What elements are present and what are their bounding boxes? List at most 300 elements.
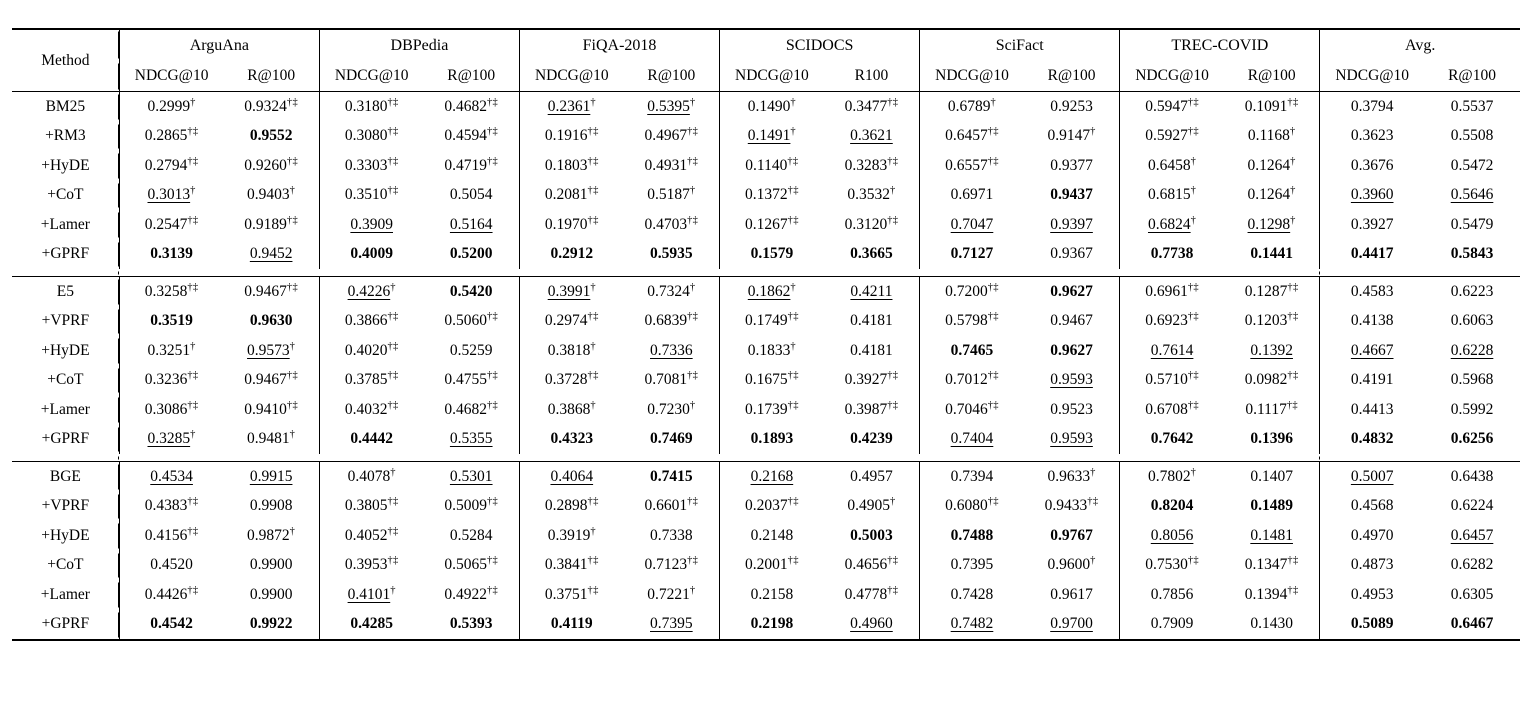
significance-marker: †‡ (387, 185, 399, 197)
row-label-hyde: +HyDE (41, 156, 90, 174)
significance-marker: † (1190, 466, 1197, 478)
metric-cell: 0.3927†‡ (844, 370, 899, 389)
significance-marker: † (190, 185, 196, 197)
metric-cell: 0.7324† (624, 277, 720, 307)
metric-cell: 0.5508 (1450, 127, 1494, 145)
row-label-lamer: +Lamer (40, 400, 90, 418)
metric-cell: 0.1862† (720, 277, 824, 307)
metric-cell: 0.9627 (1050, 341, 1093, 359)
significance-marker: †‡ (687, 214, 699, 226)
row-label-cot: +CoT (47, 556, 84, 574)
significance-marker: † (190, 96, 196, 108)
metric-cell: 0.3519 (119, 307, 223, 337)
significance-marker: †‡ (587, 155, 599, 167)
row-label-lamer: +Lamer (40, 215, 90, 233)
metric-cell: 0.5395† (624, 92, 720, 122)
metric-cell: 0.5284 (449, 526, 493, 544)
row-label-hyde: +HyDE (41, 341, 90, 359)
metric-cell: 0.7856 (1120, 580, 1224, 610)
metric-cell: 0.9900 (249, 556, 293, 574)
metric-cell: 0.1491† (720, 122, 824, 152)
significance-marker: † (790, 96, 796, 108)
metric-cell: 0.4542 (119, 610, 223, 641)
metric-cell: 0.9410†‡ (244, 399, 299, 418)
metric-cell: 0.4064 (519, 462, 623, 492)
metric-cell: 0.6063 (1450, 312, 1494, 330)
significance-marker: †‡ (286, 214, 299, 226)
metric-cell: 0.9467†‡ (223, 277, 319, 307)
row-label-cot: +CoT (47, 371, 84, 389)
significance-marker: † (1290, 185, 1296, 197)
column-group-avg: Avg. (1320, 29, 1520, 61)
metric-cell: 0.2912 (519, 240, 623, 270)
metric-cell: 0.1407 (1224, 462, 1320, 492)
significance-marker: †‡ (887, 96, 899, 108)
metric-cell: 0.4052†‡ (319, 521, 423, 551)
significance-marker: †‡ (787, 370, 799, 382)
metric-cell: 0.3794 (1320, 92, 1424, 122)
metric-cell: 0.4413 (1320, 395, 1424, 425)
metric-cell: 0.5935 (650, 245, 693, 263)
benchmark-results-table (12, 28, 1520, 641)
metric-cell: 0.4922†‡ (444, 584, 499, 603)
metric-cell: 0.3909 (319, 210, 423, 240)
metric-cell: 0.8204 (1120, 492, 1224, 522)
metric-cell: 0.7200†‡ (920, 277, 1024, 307)
table-row (12, 492, 1520, 522)
column-group-arguana: ArguAna (119, 29, 319, 61)
metric-scidocs-recall: R100 (854, 67, 889, 84)
metric-cell: 0.1140†‡ (720, 151, 824, 181)
metric-cell: 0.4534 (119, 462, 223, 492)
metric-cell: 0.2999† (119, 92, 223, 122)
significance-marker: †‡ (887, 214, 899, 226)
metric-cell: 0.4426†‡ (119, 580, 223, 610)
significance-marker: †‡ (387, 370, 399, 382)
significance-marker: †‡ (987, 126, 999, 138)
table-body (12, 92, 1520, 641)
metric-cell: 0.7336 (650, 341, 693, 359)
significance-marker: †‡ (1187, 96, 1199, 108)
metric-cell: 0.5187† (647, 185, 696, 204)
metric-cell: 0.7415 (624, 462, 720, 492)
metric-cell: 0.1579 (720, 240, 824, 270)
significance-marker: †‡ (687, 126, 699, 138)
metric-cell: 0.5479 (1450, 215, 1494, 233)
table-row (12, 580, 1520, 610)
metric-cell: 0.7127 (920, 240, 1024, 270)
metric-cell: 0.9915 (223, 462, 319, 492)
metric-cell: 0.4101† (319, 580, 423, 610)
metric-cell: 0.2794†‡ (119, 151, 223, 181)
significance-marker: † (390, 584, 396, 596)
metric-cell: 0.5355 (449, 430, 493, 448)
metric-cell: 0.3086†‡ (119, 395, 223, 425)
metric-cell: 0.1803†‡ (519, 151, 623, 181)
significance-marker: † (889, 496, 896, 508)
metric-cell: 0.4383†‡ (119, 492, 223, 522)
significance-marker: †‡ (286, 155, 299, 167)
metric-cell: 0.6224 (1450, 497, 1494, 515)
metric-cell: 0.9253 (1024, 92, 1120, 122)
table-row (12, 307, 1520, 337)
metric-cell: 0.1430 (1224, 610, 1320, 641)
significance-marker: †‡ (987, 311, 999, 323)
metric-cell: 0.4442 (319, 425, 423, 455)
metric-cell: 0.9593 (1050, 430, 1093, 448)
metric-cell: 0.3728†‡ (519, 366, 623, 396)
metric-cell: 0.1264† (1247, 155, 1296, 174)
metric-cell: 0.7047 (920, 210, 1024, 240)
metric-cell: 0.3676 (1320, 151, 1424, 181)
significance-marker: †‡ (1287, 584, 1299, 596)
significance-marker: † (1290, 155, 1296, 167)
significance-marker: †‡ (487, 126, 499, 138)
metric-cell: 0.2898†‡ (519, 492, 623, 522)
metric-cell: 0.3303†‡ (319, 151, 423, 181)
metric-cell: 0.5007 (1320, 462, 1424, 492)
significance-marker: †‡ (587, 214, 599, 226)
metric-cell: 0.9433†‡ (1044, 496, 1099, 515)
metric-cell: 0.4156†‡ (119, 521, 223, 551)
metric-cell: 0.9403† (247, 185, 296, 204)
metric-cell: 0.9872† (247, 525, 296, 544)
significance-marker: †‡ (1187, 311, 1199, 323)
table-row (12, 462, 1520, 492)
metric-cell: 0.7221† (647, 584, 696, 603)
significance-marker: †‡ (787, 214, 799, 226)
row-label-gprf: +GPRF (12, 610, 119, 641)
metric-cell: 0.9593 (1050, 371, 1093, 389)
metric-cell: 0.0982†‡ (1244, 370, 1299, 389)
significance-marker: †‡ (1287, 555, 1299, 567)
metric-cell: 0.3120†‡ (844, 214, 899, 233)
significance-marker: †‡ (187, 584, 199, 596)
metric-cell: 0.5843 (1450, 245, 1494, 263)
metric-cell: 0.4960 (824, 610, 920, 641)
metric-cell: 0.4719†‡ (444, 155, 499, 174)
metric-cell: 0.4953 (1320, 580, 1424, 610)
metric-cell: 0.6824† (1120, 210, 1224, 240)
metric-cell: 0.1749†‡ (720, 307, 824, 337)
metric-cell: 0.1490† (720, 92, 824, 122)
significance-marker: † (289, 429, 296, 441)
metric-cell: 0.4239 (850, 430, 893, 448)
metric-cell: 0.7802† (1120, 462, 1224, 492)
significance-marker: †‡ (387, 340, 399, 352)
metric-cell: 0.6789† (920, 92, 1024, 122)
significance-marker: †‡ (187, 525, 199, 537)
significance-marker: † (190, 340, 196, 352)
metric-cell: 0.9437 (1050, 186, 1093, 204)
table-row (12, 210, 1520, 240)
metric-cell: 0.9189†‡ (244, 214, 299, 233)
metric-cell: 0.9922 (223, 610, 319, 641)
table-row (12, 277, 1520, 307)
metric-cell: 0.4594†‡ (444, 126, 499, 145)
metric-cell: 0.7488 (920, 521, 1024, 551)
significance-marker: †‡ (187, 370, 199, 382)
metric-cell: 0.4970 (1320, 521, 1424, 551)
metric-cell: 0.1970†‡ (519, 210, 623, 240)
metric-cell: 0.3868† (519, 395, 623, 425)
metric-cell: 0.9452 (249, 245, 293, 263)
significance-marker: †‡ (887, 399, 899, 411)
metric-dbpedia-recall: R@100 (447, 67, 496, 84)
metric-cell: 0.4211 (824, 277, 920, 307)
metric-cell: 0.9627 (1024, 277, 1120, 307)
significance-marker: †‡ (1287, 281, 1299, 293)
metric-cell: 0.6708†‡ (1120, 395, 1224, 425)
metric-cell: 0.2974†‡ (519, 307, 623, 337)
metric-cell: 0.1392 (1250, 341, 1293, 359)
metric-cell: 0.1675†‡ (720, 366, 824, 396)
significance-marker: †‡ (387, 96, 399, 108)
metric-cell: 0.9600† (1047, 555, 1096, 574)
metric-cell: 0.3623 (1320, 122, 1424, 152)
metric-cell: 0.5393 (424, 610, 520, 641)
significance-marker: †‡ (587, 311, 599, 323)
metric-fiqa-ndcg: NDCG@10 (519, 61, 623, 92)
significance-marker: † (1190, 214, 1197, 226)
significance-marker: † (390, 466, 396, 478)
metric-cell: 0.2168 (720, 462, 824, 492)
significance-marker: †‡ (487, 555, 499, 567)
metric-cell: 0.6923†‡ (1120, 307, 1224, 337)
metric-cell: 0.6467 (1424, 610, 1520, 641)
metric-cell: 0.4226† (319, 277, 423, 307)
metric-cell: 0.5968 (1450, 371, 1494, 389)
metric-cell: 0.1347†‡ (1244, 555, 1299, 574)
significance-marker: † (990, 96, 997, 108)
metric-cell: 0.3805†‡ (319, 492, 423, 522)
metric-cell: 0.1441 (1250, 245, 1293, 263)
significance-marker: †‡ (587, 584, 599, 596)
metric-cell: 0.7465 (920, 336, 1024, 366)
metric-cell: 0.1168† (1247, 126, 1296, 145)
significance-marker: † (790, 340, 796, 352)
significance-marker: †‡ (286, 96, 299, 108)
significance-marker: † (289, 340, 296, 352)
metric-cell: 0.3283†‡ (844, 155, 899, 174)
metric-cell: 0.3953†‡ (319, 551, 423, 581)
metric-scifact-recall: R@100 (1047, 67, 1096, 84)
metric-cell: 0.5089 (1320, 610, 1424, 641)
table-row (12, 610, 1520, 641)
metric-cell: 0.4905† (847, 496, 896, 515)
metric-cell: 0.4682†‡ (424, 92, 520, 122)
significance-marker: † (689, 185, 696, 197)
table-row (12, 395, 1520, 425)
significance-marker: †‡ (1287, 96, 1299, 108)
metric-avg-recall: R@100 (1448, 67, 1496, 84)
column-group-scidocs: SCIDOCS (720, 29, 920, 61)
significance-marker: †‡ (1187, 555, 1199, 567)
metric-cell: 0.4967†‡ (644, 126, 699, 145)
significance-marker: † (289, 525, 296, 537)
metric-cell: 0.3258†‡ (119, 277, 223, 307)
significance-marker: † (689, 584, 696, 596)
row-label-lamer: +Lamer (40, 585, 90, 603)
metric-cell: 0.6228 (1450, 341, 1494, 359)
table-row (12, 92, 1520, 122)
metric-cell: 0.4323 (519, 425, 623, 455)
significance-marker: † (1090, 126, 1096, 138)
metric-fiqa-recall: R@100 (647, 67, 696, 84)
metric-cell: 0.6080†‡ (920, 492, 1024, 522)
metric-cell: 0.9552 (249, 127, 293, 145)
metric-cell: 0.4957 (824, 462, 920, 492)
metric-cell: 0.4417 (1320, 240, 1424, 270)
metric-scidocs-ndcg: NDCG@10 (720, 61, 824, 92)
row-label-cot: +CoT (47, 186, 84, 204)
metric-cell: 0.5710†‡ (1120, 366, 1224, 396)
table-row (12, 521, 1520, 551)
metric-cell: 0.5054 (449, 186, 493, 204)
metric-cell: 0.4191 (1320, 366, 1424, 396)
significance-marker: †‡ (1187, 399, 1199, 411)
metric-cell: 0.4181 (850, 341, 893, 359)
significance-marker: †‡ (187, 214, 199, 226)
significance-marker: †‡ (687, 555, 699, 567)
row-label-vprf: +VPRF (41, 497, 90, 515)
significance-marker: †‡ (887, 555, 899, 567)
significance-marker: †‡ (987, 281, 999, 293)
metric-cell: 0.9467 (1050, 312, 1093, 330)
significance-marker: † (390, 281, 396, 293)
metric-cell: 0.4931†‡ (644, 155, 699, 174)
metric-cell: 0.3236†‡ (119, 366, 223, 396)
metric-cell: 0.4656†‡ (844, 555, 899, 574)
metric-cell: 0.3919† (519, 521, 623, 551)
significance-marker: † (590, 525, 596, 537)
significance-marker: †‡ (487, 155, 499, 167)
significance-marker: †‡ (687, 370, 699, 382)
metric-cell: 0.6256 (1450, 430, 1494, 448)
metric-cell: 0.7738 (1120, 240, 1224, 270)
significance-marker: †‡ (387, 555, 399, 567)
row-label-gprf: +GPRF (41, 245, 90, 263)
metric-cell: 0.4583 (1320, 277, 1424, 307)
metric-cell: 0.7395 (624, 610, 720, 641)
significance-marker: †‡ (1187, 281, 1199, 293)
metric-cell: 0.3818† (519, 336, 623, 366)
metric-cell: 0.2037†‡ (720, 492, 824, 522)
significance-marker: † (689, 281, 696, 293)
metric-cell: 0.3665 (850, 245, 893, 263)
metric-cell: 0.9367 (1050, 245, 1093, 263)
metric-arguana-ndcg: NDCG@10 (119, 61, 223, 92)
metric-cell: 0.5009†‡ (444, 496, 499, 515)
significance-marker: †‡ (487, 584, 499, 596)
metric-cell: 0.4032†‡ (319, 395, 423, 425)
significance-marker: † (1190, 185, 1197, 197)
metric-cell: 0.7530†‡ (1120, 551, 1224, 581)
significance-marker: †‡ (1287, 311, 1299, 323)
metric-cell: 0.2148 (720, 521, 824, 551)
metric-cell: 0.5947†‡ (1120, 92, 1224, 122)
metric-cell: 0.3621 (850, 127, 893, 145)
significance-marker: †‡ (787, 496, 799, 508)
metric-cell: 0.2081†‡ (519, 181, 623, 211)
metric-cell: 0.3987†‡ (844, 399, 899, 418)
metric-cell: 0.3991† (519, 277, 623, 307)
metric-cell: 0.2547†‡ (119, 210, 223, 240)
significance-marker: †‡ (487, 496, 499, 508)
metric-cell: 0.7338 (650, 526, 693, 544)
metric-cell: 0.3477†‡ (824, 92, 920, 122)
row-label-vprf: +VPRF (41, 312, 90, 330)
significance-marker: †‡ (687, 496, 699, 508)
significance-marker: † (1190, 155, 1197, 167)
metric-cell: 0.7123†‡ (644, 555, 699, 574)
metric-cell: 0.2865†‡ (119, 122, 223, 152)
significance-marker: †‡ (987, 370, 999, 382)
metric-cell: 0.4778†‡ (844, 584, 899, 603)
metric-cell: 0.5537 (1424, 92, 1520, 122)
significance-marker: † (790, 126, 796, 138)
metric-cell: 0.9523 (1050, 400, 1093, 418)
significance-marker: †‡ (286, 399, 299, 411)
significance-marker: †‡ (1286, 399, 1298, 411)
significance-marker: † (190, 429, 196, 441)
significance-marker: †‡ (187, 126, 199, 138)
metric-cell: 0.2158 (720, 580, 824, 610)
metric-cell: 0.6815† (1120, 181, 1224, 211)
metric-cell: 0.8056 (1120, 521, 1224, 551)
metric-cell: 0.3285† (119, 425, 223, 455)
metric-cell: 0.7395 (920, 551, 1024, 581)
metric-cell: 0.1264† (1247, 185, 1296, 204)
row-label-bge: BGE (12, 462, 119, 492)
metric-cell: 0.9481† (247, 429, 296, 448)
metric-cell: 0.1481 (1250, 526, 1293, 544)
table-row (12, 366, 1520, 396)
metric-cell: 0.4755†‡ (444, 370, 499, 389)
significance-marker: †‡ (587, 496, 599, 508)
significance-marker: † (289, 185, 296, 197)
significance-marker: †‡ (887, 370, 899, 382)
metric-cell: 0.1267†‡ (720, 210, 824, 240)
significance-marker: †‡ (387, 399, 399, 411)
metric-cell: 0.1394†‡ (1244, 584, 1299, 603)
metric-cell: 0.4078† (319, 462, 423, 492)
significance-marker: † (689, 399, 696, 411)
column-header-method: Method (12, 29, 119, 92)
metric-cell: 0.1833† (720, 336, 824, 366)
table-row (12, 122, 1520, 152)
significance-marker: †‡ (1187, 370, 1199, 382)
significance-marker: †‡ (887, 155, 899, 167)
metric-cell: 0.6839†‡ (644, 311, 699, 330)
metric-cell: 0.9900 (249, 585, 293, 603)
significance-marker: †‡ (487, 370, 499, 382)
table-row (12, 181, 1520, 211)
metric-cell: 0.5646 (1450, 186, 1494, 204)
significance-marker: †‡ (187, 496, 199, 508)
metric-cell: 0.1203†‡ (1244, 311, 1299, 330)
metric-cell: 0.4138 (1320, 307, 1424, 337)
row-label-e5: E5 (12, 277, 119, 307)
header-row-metrics (12, 61, 1520, 92)
metric-cell: 0.9147† (1047, 126, 1096, 145)
significance-marker: †‡ (787, 555, 799, 567)
column-group-fiqa: FiQA-2018 (519, 29, 719, 61)
metric-cell: 0.1298† (1247, 214, 1296, 233)
metric-cell: 0.7404 (920, 425, 1024, 455)
metric-cell: 0.6223 (1424, 277, 1520, 307)
significance-marker: †‡ (787, 399, 799, 411)
